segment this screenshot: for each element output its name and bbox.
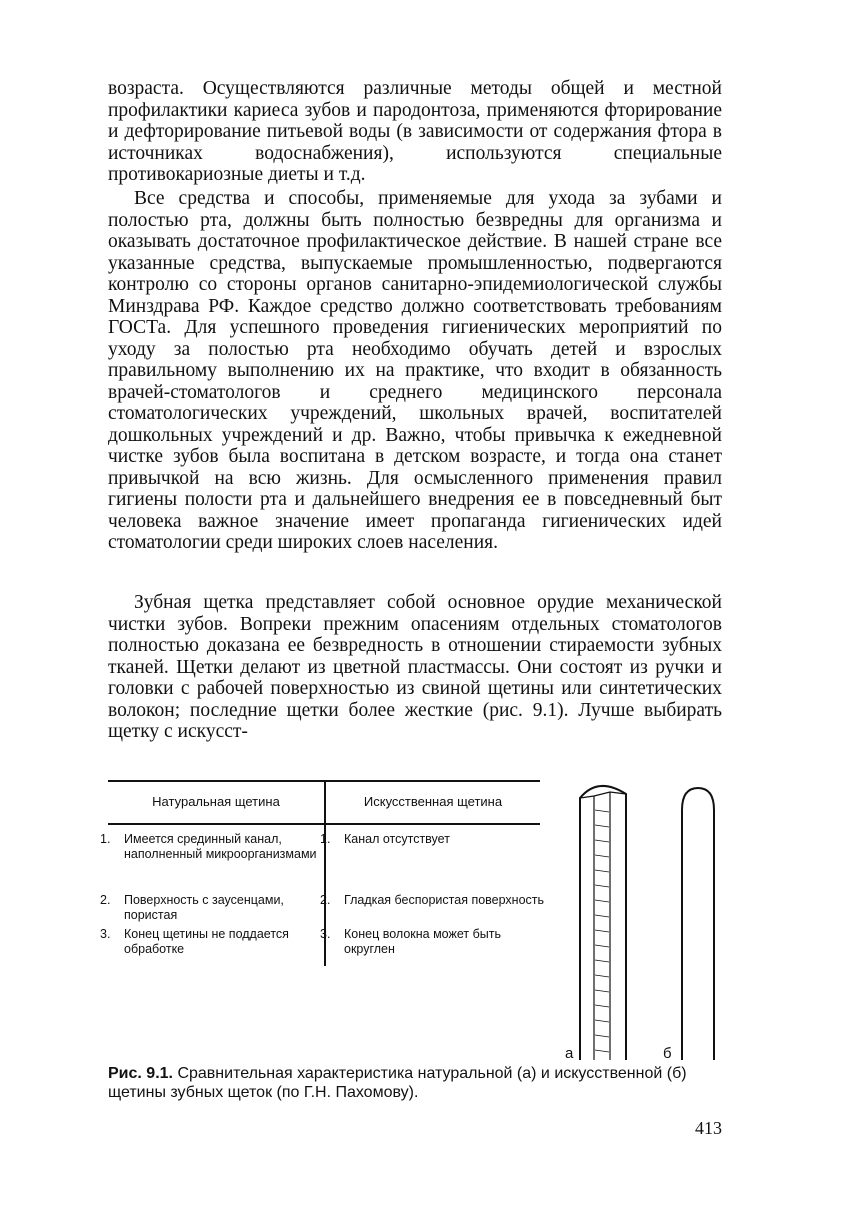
figure-caption (108, 1064, 722, 1102)
table-row-3-right (320, 927, 550, 957)
row-number: 1. (320, 832, 331, 846)
row-number: 3. (320, 927, 331, 941)
cell-text: Имеется срединный канал, наполненный микроорганизмами (124, 832, 317, 861)
paragraph-1: возраста. Осуществляются различные методы общей и местной профилактики кариеса зубов и пародонтоза, применяются фторирование и дефторирование питьевой воды (в зависимости от содержания фтора в источниках водоснабжения), используются специальные противокариозные диеты и т.д. (108, 78, 722, 185)
row-number: 2. (320, 893, 331, 907)
row-number: 2. (100, 893, 111, 907)
paragraph-3: Зубная щетка представляет собой основное орудие механической чистки зубов. Вопреки прежним опасениям отдельных стоматологов полностью доказана ее безвредность в отношении стираемости зубных тканей. Щетки делают из цветной пластмассы. Они состоят из ручки и головки с рабочей поверхностью из свиной щетины или синтетических волокон; последние щетки более жесткие (рис. 9.1). Лучше выбирать щетку с искусст- (108, 592, 722, 742)
figure-label-a: а (565, 1045, 574, 1062)
table-row-1-right (320, 832, 550, 847)
cell-text: Конец щетины не поддается обработке (124, 927, 289, 956)
table-header-artificial: Искусственная щетина (363, 794, 503, 809)
row-number: 1. (100, 832, 111, 846)
bristle-figure (560, 770, 725, 1062)
caption-lead: Рис. 9.1. (108, 1065, 173, 1082)
figure-label-b: б (663, 1045, 672, 1062)
table-header-natural: Натуральная щетина (152, 794, 280, 809)
page-number: 413 (695, 1118, 722, 1138)
cell-text: Канал отсутствует (344, 832, 450, 846)
bristle-drawing (560, 770, 725, 1062)
cell-text: Поверхность с заусенцами, пористая (124, 893, 284, 922)
natural-bristle-illustration (580, 786, 626, 1060)
caption-text: Сравнительная характеристика натуральной (а) и искусственной (б) щетины зубных щеток (по Г.Н. Пахомову). (108, 1065, 687, 1101)
paragraph-2: Все средства и способы, применяемые для ухода за зубами и полостью рта, должны быть полностью безвредны для организма и оказывать достаточное профилактическое действие. В нашей стране все указанные средства, выпускаемые промышленностью, подвергаются контролю со стороны органов санитарно-эпидемиологической службы Минздрава РФ. Каждое средство должно соответствовать требованиям ГОСТа. Для успешного проведения гигиенических мероприятий по уходу за полостью рта необходимо обучать детей и взрослых правильному выполнению их на практике, что входит в обязанность врачей-стоматологов и среднего медицинского персонала стоматологических учреждений, школьных врачей, воспитателей дошкольных учреждений и др. Важно, чтобы привычка к ежедневной чистке зубов была воспитана в детском возрасте, и тогда она станет привычкой на всю жизнь. Для осмысленного применения правил гигиены полости рта и дальнейшего внедрения ее в повседневный быт человека важное значение имеет пропаганда гигиенических идей стоматологии среди широких слоев населения. (108, 188, 722, 553)
table-row-1-left (100, 832, 334, 862)
synthetic-bristle-illustration (682, 788, 714, 1060)
table-row-2-right (320, 893, 550, 908)
table-row-2-left (100, 893, 334, 923)
cell-text: Конец волокна может быть округлен (344, 927, 501, 956)
comparison-table (100, 780, 545, 966)
row-number: 3. (100, 927, 111, 941)
cell-text: Гладкая беспористая поверхность (344, 893, 545, 907)
table-row-3-left (100, 927, 334, 957)
